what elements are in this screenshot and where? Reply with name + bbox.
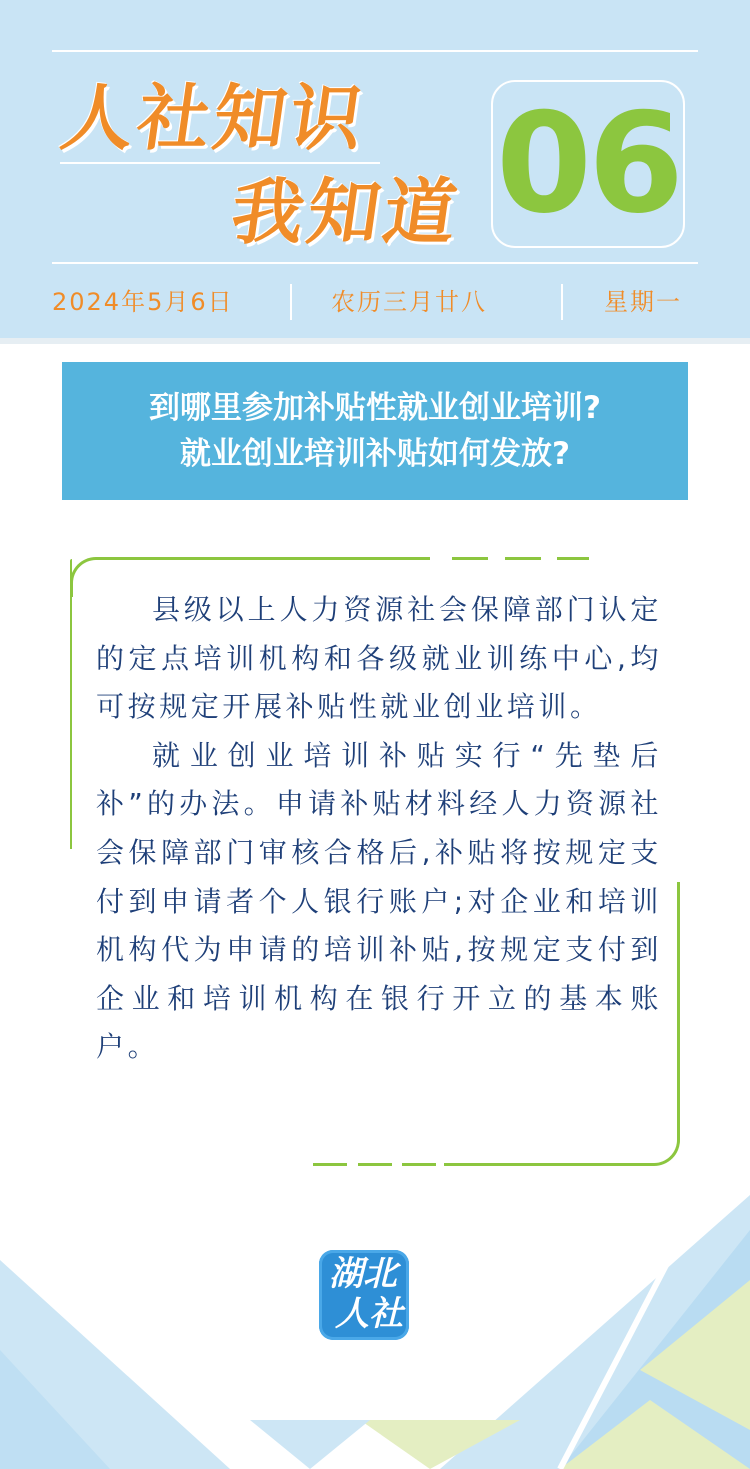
weekday-text: 星期一 [604, 288, 682, 316]
date-separator-1 [290, 284, 292, 320]
issue-number: 06 [495, 83, 681, 244]
answer-text [96, 586, 662, 1072]
answer-paragraph-1: 县级以上人力资源社会保障部门认定的定点培训机构和各级就业训练中心,均可按规定开展补贴性就业创业培训。 [96, 593, 662, 724]
title-line-1: 人社知识 [56, 76, 372, 160]
header-shadow-band [0, 338, 750, 344]
title-divider [60, 162, 380, 164]
date-text: 2024年5月6日 [52, 288, 234, 316]
question-line-1: 到哪里参加补贴性就业创业培训? [149, 390, 601, 426]
issue-number-box [491, 80, 685, 248]
question-box [62, 362, 688, 500]
frame-top-line [100, 557, 430, 560]
frame-top-dash-3 [557, 557, 589, 560]
lunar-date-text: 农历三月廿八 [331, 288, 487, 316]
logo-text-top: 湖北 [329, 1254, 397, 1294]
deco-triangle-blue-center [250, 1420, 370, 1469]
question-line-2: 就业创业培训补贴如何发放? [180, 436, 570, 472]
frame-left-line [70, 559, 72, 849]
frame-top-dash-1 [452, 557, 488, 560]
title-line-2: 我知道 [226, 170, 466, 254]
date-separator-2 [561, 284, 563, 320]
hubei-renshe-logo-icon [319, 1250, 409, 1340]
frame-right-line [677, 882, 680, 1132]
header-top-rule [52, 50, 698, 52]
logo-text-bottom: 人社 [335, 1294, 403, 1334]
frame-top-dash-2 [505, 557, 541, 560]
answer-paragraph-2: 就业创业培训补贴实行“先垫后补”的办法。申请补贴材料经人力资源社会保障部门审核合格后,补贴将按规定支付到申请者个人银行账户;对企业和培训机构代为申请的培训补贴,按规定支付到企业和培训机构在银行开立的基本账户。 [96, 738, 662, 1064]
header-banner [0, 0, 750, 338]
header-bottom-rule [52, 262, 698, 264]
